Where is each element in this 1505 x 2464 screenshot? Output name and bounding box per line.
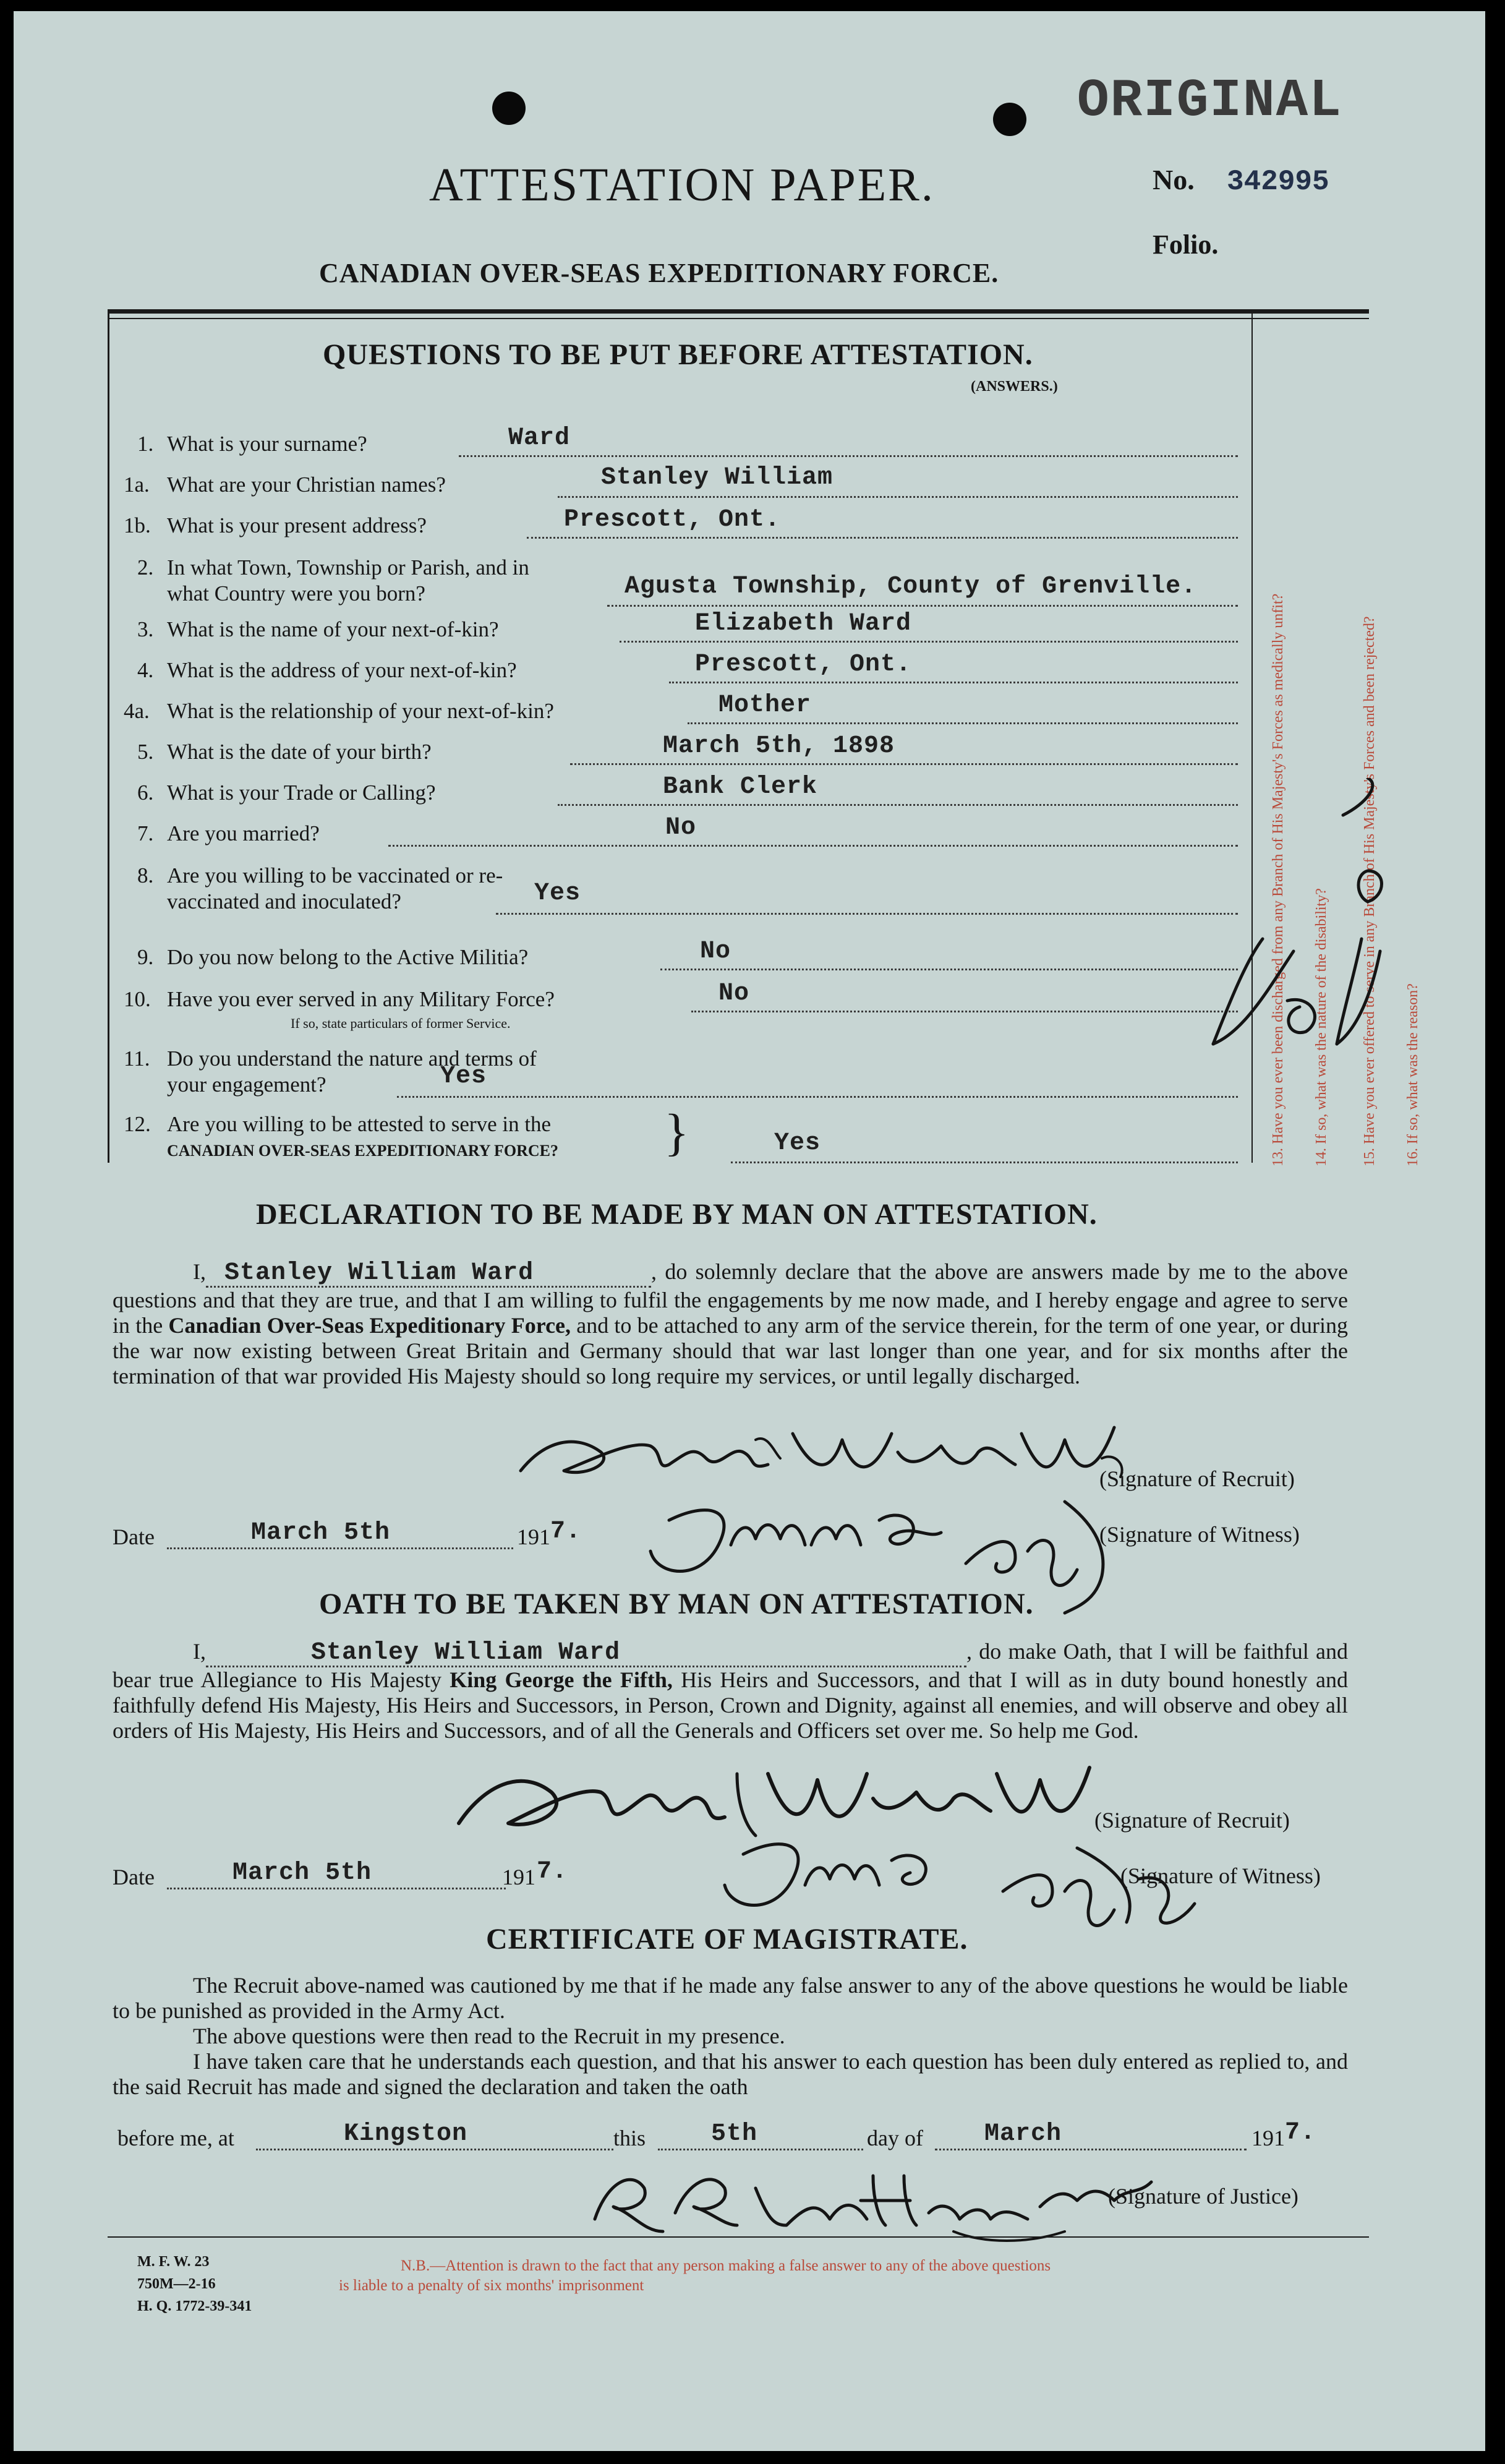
answer-value: No	[700, 938, 731, 965]
oath-date-label: Date	[113, 1865, 155, 1889]
day-of-label: day of	[867, 2126, 923, 2150]
answer-value: No	[665, 814, 697, 842]
question-number: 8.	[137, 863, 154, 888]
oath-sig-recruit-label: (Signature of Recruit)	[1094, 1808, 1290, 1833]
question-number: 2.	[137, 555, 154, 580]
document-title: ATTESTATION PAPER.	[429, 159, 935, 211]
answer-line	[496, 913, 1238, 915]
certificate-month: March	[984, 2120, 1062, 2148]
oath-date-value: March 5th	[232, 1859, 372, 1887]
declaration-sig-recruit-label: (Signature of Recruit)	[1099, 1466, 1295, 1491]
oath-sig-witness-label: (Signature of Witness)	[1120, 1863, 1321, 1888]
certificate-year-prefix: 191	[1251, 2126, 1285, 2150]
declaration-text	[113, 1259, 1348, 1389]
question-number: 3.	[137, 617, 154, 641]
oath-year-prefix: 191	[502, 1865, 535, 1889]
certificate-heading: CERTIFICATE OF MAGISTRATE.	[486, 1923, 968, 1956]
answer-line	[558, 496, 1238, 498]
regimental-number: 342995	[1227, 166, 1329, 198]
question-number: 11.	[124, 1046, 150, 1071]
folio-label: Folio.	[1153, 229, 1219, 260]
answer-line	[459, 455, 1238, 457]
side-question-16: 16. If so, what was the reason?	[1405, 983, 1421, 1166]
certificate-para-1: The Recruit above-named was cautioned by me that if he made any false answer to any of the above questions he would be liable to be punished as provided in the Army Act.	[113, 1973, 1348, 2023]
certificate-para-3: I have taken care that he understands each question, and that his answer to each question has been duly entered as replied to, and the said Recruit has made and signed the declaration and taken the oath	[113, 2049, 1348, 2099]
attestation-paper	[14, 11, 1485, 2451]
declaration-sig-witness-label: (Signature of Witness)	[1099, 1522, 1300, 1547]
answer-value: No	[718, 980, 750, 1007]
declaration-text-1: , do solemnly declare that the above are answers made by me to the above questions and that they are true, and that I am willing to fulfil the engagements by me now made, and I hereby engage and agree to serve in the	[113, 1259, 1348, 1338]
month-line	[935, 2149, 1247, 2150]
answer-value: Bank Clerk	[663, 773, 818, 801]
question-number: 5.	[137, 740, 154, 764]
question-number: 4a.	[124, 699, 150, 723]
punch-hole-left	[492, 92, 526, 125]
question-text-continued: what Country were you born?	[167, 581, 425, 605]
answer-line	[731, 1161, 1238, 1163]
question-text: Do you understand the nature and terms of	[167, 1046, 537, 1071]
answer-value: Yes	[774, 1129, 821, 1157]
footer-code: 750M—2-16	[137, 2276, 216, 2292]
footer-rule	[108, 2236, 1369, 2238]
answer-value: March 5th, 1898	[663, 732, 895, 760]
question-text: What are your Christian names?	[167, 473, 446, 497]
declaration-heading: DECLARATION TO BE MADE BY MAN ON ATTESTATION.	[256, 1198, 1098, 1231]
answer-line	[691, 1011, 1238, 1012]
declaration-date-value: March 5th	[251, 1519, 391, 1547]
side-answer-no-16	[1306, 778, 1392, 1050]
number-label: No.	[1153, 164, 1195, 195]
question-number: 6.	[137, 781, 154, 805]
declaration-i: I,	[193, 1259, 206, 1284]
question-text: Do you now belong to the Active Militia?	[167, 945, 529, 969]
force-subtitle: CANADIAN OVER-SEAS EXPEDITIONARY FORCE.	[319, 258, 999, 288]
question-text: What is the name of your next-of-kin?	[167, 617, 499, 641]
question-number: 1a.	[124, 473, 150, 497]
oath-heading: OATH TO BE TAKEN BY MAN ON ATTESTATION.	[319, 1588, 1034, 1620]
side-question-15: 15. Have you ever offered to serve in any Branch of His Majesty's Forces and been rejected?	[1362, 616, 1378, 1166]
answers-label: (ANSWERS.)	[971, 379, 1058, 395]
question-text: What is your surname?	[167, 432, 367, 456]
question-number: 9.	[137, 945, 154, 969]
footer-code: M. F. W. 23	[137, 2254, 210, 2270]
certificate-day: 5th	[711, 2120, 758, 2148]
question-12-brace: }	[664, 1104, 689, 1161]
question-text-continued: CANADIAN OVER-SEAS EXPEDITIONARY FORCE?	[167, 1142, 559, 1160]
footer-note-lead: N.B.—	[401, 2257, 446, 2274]
question-text: What is the address of your next-of-kin?	[167, 658, 517, 682]
answer-value: Agusta Township, County of Grenville.	[625, 573, 1197, 601]
question-text: Are you willing to be vaccinated or re-	[167, 863, 503, 888]
punch-hole-right	[993, 103, 1026, 136]
question-number: 1.	[137, 432, 154, 456]
side-question-13: 13. Have you ever been discharged from any Branch of His Majesty's Forces as medically unfit?	[1270, 593, 1286, 1166]
declaration-date-label: Date	[113, 1525, 155, 1549]
certificate-year-suffix: 7.	[1285, 2119, 1316, 2147]
answer-line	[607, 605, 1238, 607]
header-rule-thick	[108, 309, 1369, 314]
this-label: this	[613, 2126, 646, 2150]
oath-year-suffix: 7.	[537, 1858, 568, 1886]
answer-value: Yes	[534, 879, 581, 907]
original-stamp: ORIGINAL	[1077, 71, 1342, 131]
oath-king: King George the Fifth,	[450, 1667, 673, 1692]
question-text: What is your Trade or Calling?	[167, 781, 436, 805]
question-text-continued: vaccinated and inoculated?	[167, 889, 401, 913]
footer-note-text-1: Attention is drawn to the fact that any person making a false answer to any of the above questions	[445, 2257, 1051, 2274]
answer-line	[570, 763, 1238, 765]
answer-line	[660, 969, 1238, 970]
answer-line	[527, 537, 1238, 539]
footer-note-line-2: is liable to a penalty of six months' imprisonment	[339, 2277, 644, 2294]
footer-note-line-1	[401, 2257, 1051, 2275]
justice-signature	[582, 2151, 1176, 2250]
question-text: What is your present address?	[167, 513, 427, 537]
answer-line	[688, 722, 1238, 724]
question-text: What is the date of your birth?	[167, 740, 432, 764]
question-number: 12.	[124, 1112, 151, 1136]
answer-value: Elizabeth Ward	[695, 610, 912, 638]
question-number: 10.	[124, 987, 151, 1011]
answer-value: Prescott, Ont.	[564, 506, 781, 534]
question-number: 7.	[137, 821, 154, 845]
answer-value: Stanley William	[601, 464, 834, 492]
place-line	[256, 2149, 613, 2150]
question-number: 4.	[137, 658, 154, 682]
question-number: 1b.	[124, 513, 151, 537]
question-text: Are you married?	[167, 821, 320, 845]
oath-i: I,	[193, 1639, 206, 1664]
header-rule-thin	[108, 318, 1369, 319]
question-note: If so, state particulars of former Service.	[291, 1016, 511, 1031]
answer-value: Prescott, Ont.	[695, 651, 912, 678]
answer-value: Mother	[718, 691, 812, 719]
certificate-place: Kingston	[344, 2120, 468, 2148]
answer-line	[558, 804, 1238, 806]
question-text: Are you willing to be attested to serve in the	[167, 1112, 552, 1136]
footer-code: H. Q. 1772-39-341	[137, 2298, 252, 2314]
questions-heading: QUESTIONS TO BE PUT BEFORE ATTESTATION.	[323, 338, 1033, 371]
question-text: In what Town, Township or Parish, and in	[167, 555, 529, 580]
certificate-para-2: The above questions were then read to the Recruit in my presence.	[193, 2024, 785, 2048]
day-line	[658, 2149, 863, 2150]
before-me-label: before me, at	[117, 2126, 234, 2150]
declaration-text-2: and to be attached to any arm of the service therein, for the term of one year, or during the war now existing between Great Britain and Germany should that war last longer than one year, and for six months after the termination of that war provided His Majesty should so long require my services, or until legally discharged.	[113, 1313, 1349, 1388]
answer-line	[669, 682, 1238, 683]
declaration-year-prefix: 191	[517, 1525, 550, 1549]
question-text-continued: your engagement?	[167, 1072, 326, 1097]
oath-text-1: , do make Oath, that I will be faithful and bear true Allegiance to His Majesty	[113, 1639, 1348, 1692]
oath-text-2: His Heirs and Successors, and that I will as in duty bound honestly and faithfully defend His Majesty, His Heirs and Successors, in Person, Crown and Dignity, against all enemies, and will observe and obey all orders of His Majesty, His Heirs and Successors, and of all the Generals and Officers set over me. So help me God.	[113, 1667, 1348, 1743]
question-box-rule-left	[108, 309, 109, 1163]
sig-justice-label: (Signature of Justice)	[1108, 2184, 1298, 2209]
declaration-name: Stanley William Ward	[206, 1260, 651, 1288]
oath-name: Stanley William Ward	[206, 1640, 966, 1667]
oath-text	[113, 1639, 1348, 1743]
side-question-14: 14. If so, what was the nature of the disability?	[1313, 888, 1329, 1166]
question-text: Have you ever served in any Military Force?	[167, 987, 555, 1011]
answer-value: Ward	[508, 424, 571, 452]
declaration-year-suffix: 7.	[550, 1518, 582, 1546]
answer-line	[620, 641, 1238, 643]
answer-line	[397, 1096, 1238, 1098]
declaration-date-line	[167, 1547, 513, 1549]
oath-date-line	[167, 1888, 506, 1889]
declaration-force: Canadian Over-Seas Expeditionary Force,	[168, 1313, 571, 1338]
answer-line	[388, 845, 1238, 847]
answer-value: Yes	[440, 1063, 487, 1090]
question-text: What is the relationship of your next-of-kin?	[167, 699, 554, 723]
